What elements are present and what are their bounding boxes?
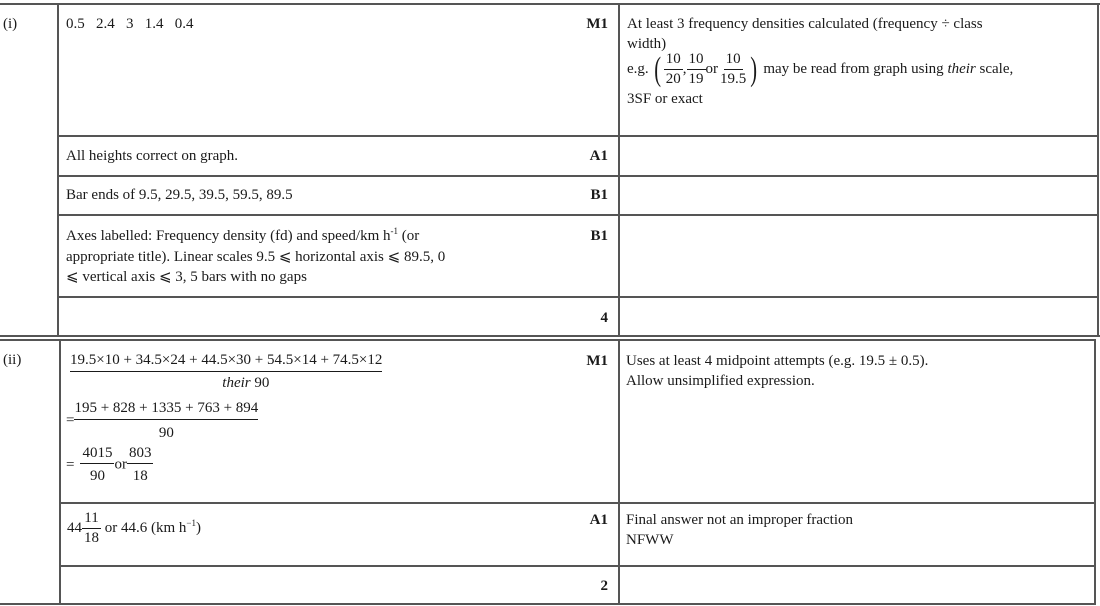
row-divider [59, 565, 1096, 567]
mark-code: B1 [590, 228, 608, 244]
row-divider [57, 296, 1099, 298]
row-divider [59, 502, 1096, 504]
fraction: $\frac{803}{18}$ [128, 445, 152, 484]
guidance-eg-prefix: e.g. [627, 60, 649, 77]
final-answer: 44 $\frac{11}{18}$ or 44.6 (km $h^{-1}$) [67, 510, 201, 546]
mark-code: A1 [589, 512, 608, 528]
answer-text: Bar ends of 9.5, 29.5, 39.5, 59.5, 89.5 [66, 187, 293, 203]
table-bottom-border [0, 603, 1096, 605]
working-step-2: = $\frac{195 + 828 + 1335 + 763 + 894}{90}$ [66, 400, 259, 441]
mark-code: M1 [586, 353, 608, 369]
answer-axes-criteria: Axes labelled: Frequency density (fd) and speed/km $h^{-1}$ (or appropriate title). Linear scales 9.5 ⩽ horizontal axis ⩽ 89.5, 0 ⩽ vertical axis ⩽ 3, 5 bars with no gaps [66, 226, 446, 285]
guidance-text: 3SF or exact [627, 91, 703, 107]
guidance-text: Uses at least 4 midpoint attempts (e.g. 19.5 ± 0.5). [626, 353, 929, 369]
row-divider [57, 135, 1099, 137]
section-divider-top [0, 335, 1100, 337]
guidance-text: Final answer not an improper fraction [626, 512, 854, 528]
guidance-text: NFWW [626, 532, 674, 548]
close-paren: ) [750, 50, 758, 88]
guidance-cell [627, 14, 1087, 109]
table-top-border [0, 3, 1100, 5]
fraction: $\frac{10}{19}$ [688, 51, 704, 87]
column-divider-answer [57, 3, 59, 336]
working-step-3: = $\frac{4015}{90}$ or $\frac{803}{18}$ [66, 445, 152, 484]
column-divider-guidance [618, 3, 620, 336]
part-label: (ii) [3, 352, 22, 368]
working-step-1: 19.5×10 + 34.5×24 + 44.5×30 + 54.5×14 + 74.5×12 their 90 [70, 352, 383, 391]
fraction: $\frac{11}{18}$ [84, 510, 99, 546]
row-divider [57, 175, 1099, 177]
answer-frequency-densities: 0.5 2.4 3 1.4 0.4 [66, 16, 194, 32]
fraction: $\frac{4015}{90}$ [82, 445, 113, 484]
guidance-text: At least 3 frequency densities calculated (frequency ÷ class [627, 16, 983, 32]
guidance-text: width) [627, 36, 667, 52]
section-divider-bottom [0, 339, 1096, 341]
guidance-cell [626, 510, 853, 550]
table-right-border [1097, 3, 1099, 336]
part-label: (i) [3, 16, 18, 32]
mark-total: 2 [600, 578, 608, 594]
guidance-text: Allow unsimplified expression. [626, 373, 815, 389]
fraction: $\frac{10}{19.5}$ [720, 51, 747, 87]
mark-total: 4 [600, 310, 608, 326]
open-paren: ( [654, 50, 662, 88]
mark-code: B1 [590, 187, 608, 203]
fraction: $\frac{10}{20}$ [665, 51, 681, 87]
mark-code: M1 [586, 16, 608, 32]
guidance-cell [626, 351, 928, 391]
guidance-example: e.g. ( $\frac{10}{20}$ , $\frac{10}{19}$ or $\frac{10}{19.5}$ ) may be read from graph using their scale, [627, 50, 1014, 88]
row-divider [57, 214, 1099, 216]
mark-code: A1 [589, 148, 608, 164]
answer-text: All heights correct on graph. [66, 148, 239, 164]
